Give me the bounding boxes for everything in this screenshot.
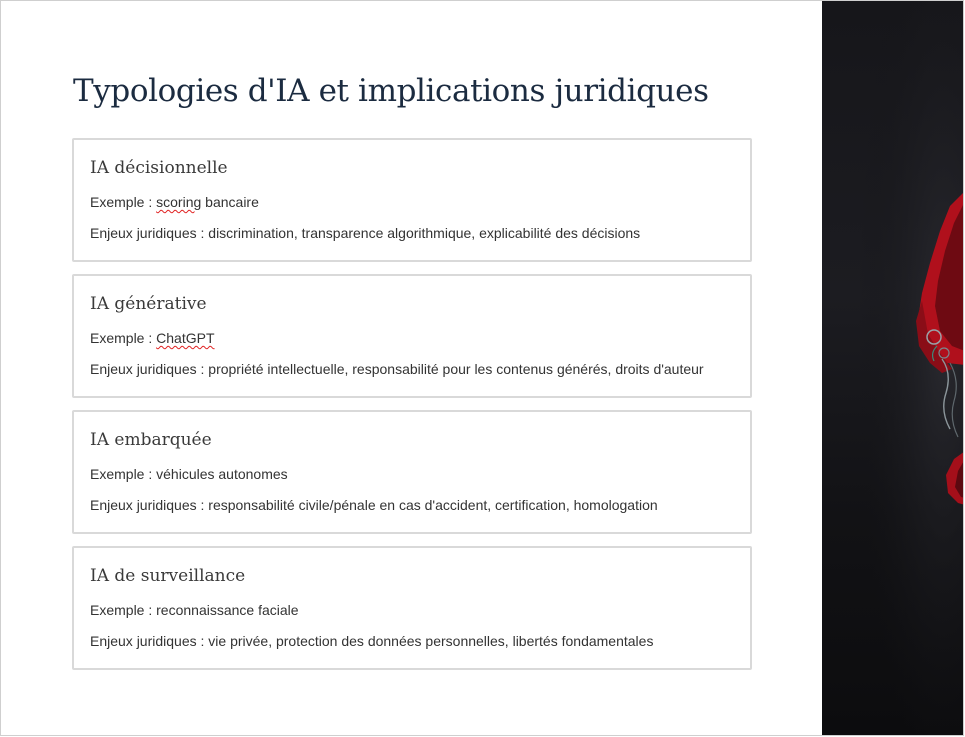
- card-title[interactable]: IA générative: [90, 294, 207, 314]
- example-prefix: Exemple :: [90, 466, 157, 482]
- example-value: ChatGPT: [156, 330, 215, 346]
- card-issues[interactable]: Enjeux juridiques : propriété intellectuelle, responsabilité pour les contenus générés, droits d'auteur: [90, 361, 704, 377]
- slide-title[interactable]: Typologies d'IA et implications juridiques: [73, 73, 709, 109]
- card-example[interactable]: [90, 193, 750, 211]
- card-title[interactable]: IA décisionnelle: [90, 158, 228, 178]
- robot-photo[interactable]: [822, 1, 964, 736]
- typology-cards: [72, 138, 752, 682]
- example-prefix: Exemple :: [90, 330, 157, 346]
- card-example[interactable]: [90, 601, 750, 619]
- card-example[interactable]: [90, 465, 750, 483]
- card-example[interactable]: [90, 329, 750, 347]
- card-issues[interactable]: Enjeux juridiques : discrimination, transparence algorithmique, explicabilité des décisions: [90, 225, 641, 241]
- example-prefix: Exemple :: [90, 602, 157, 618]
- typology-card[interactable]: [72, 274, 752, 398]
- card-title[interactable]: IA de surveillance: [90, 566, 246, 586]
- example-suffix: bancaire: [201, 194, 259, 210]
- example-value: scoring: [156, 194, 202, 210]
- example-value: véhicules autonomes: [156, 466, 288, 482]
- card-issues[interactable]: Enjeux juridiques : responsabilité civile/pénale en cas d'accident, certification, homologation: [90, 497, 658, 513]
- robot-photo-icon: [822, 1, 964, 736]
- card-issues[interactable]: Enjeux juridiques : vie privée, protection des données personnelles, libertés fondamentales: [90, 633, 654, 649]
- typology-card[interactable]: [72, 138, 752, 262]
- typology-card[interactable]: [72, 410, 752, 534]
- card-title[interactable]: IA embarquée: [90, 430, 212, 450]
- example-prefix: Exemple :: [90, 194, 157, 210]
- example-value: reconnaissance faciale: [156, 602, 299, 618]
- typology-card[interactable]: [72, 546, 752, 670]
- slide-content: [1, 1, 822, 735]
